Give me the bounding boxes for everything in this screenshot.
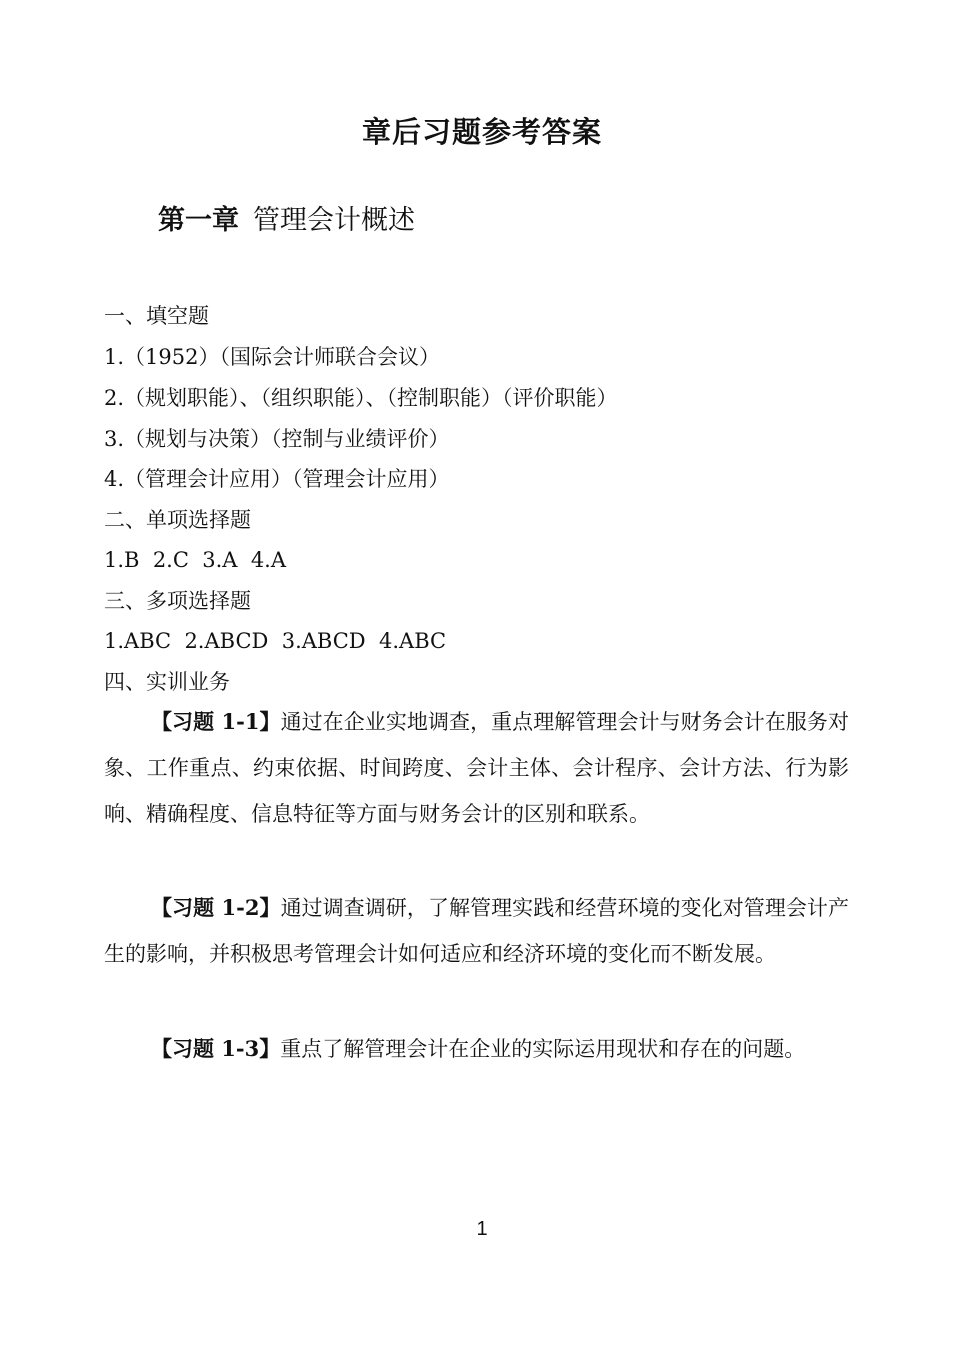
exercise-text: 通过在企业实地调查，重点理解管理会计与财务会计在服务对象、工作重点、约束依据、时间跨度、会计主体、会计程序、会计方法、行为影响、精确程度、信息特征等方面与财务会计的区别和联系。 (104, 710, 849, 826)
chapter-heading (158, 198, 415, 237)
exercise-paragraph-3 (104, 1026, 849, 1072)
multi-choice-answers: 1.ABC 2.ABCD 3.ABCD 4.ABC (104, 629, 447, 653)
fill-blank-answer-2: 2.（规划职能）、（组织职能）、（控制职能）（评价职能） (104, 386, 618, 410)
exercise-text: 重点了解管理会计在企业的实际运用现状和存在的问题。 (280, 1037, 806, 1061)
section-heading-single-choice: 二、单项选择题 (104, 508, 251, 532)
section-heading-fill-blank: 一、填空题 (104, 304, 209, 328)
single-choice-answers: 1.B 2.C 3.A 4.A (104, 548, 287, 572)
section-heading-practice: 四、实训业务 (104, 670, 230, 694)
chapter-title: 管理会计概述 (253, 205, 415, 236)
page-number: 1 (476, 1218, 488, 1240)
fill-blank-answer-4: 4.（管理会计应用）（管理会计应用） (104, 467, 450, 491)
document-title: 章后习题参考答案 (361, 115, 602, 149)
exercise-label: 【习题 1-2】 (151, 895, 281, 920)
exercise-label: 【习题 1-1】 (151, 709, 281, 734)
exercise-paragraph-1 (104, 699, 849, 837)
exercise-label: 【习题 1-3】 (151, 1036, 281, 1061)
chapter-number: 第一章 (158, 205, 239, 236)
exercise-text: 通过调查调研，了解管理实践和经营环境的变化对管理会计产生的影响，并积极思考管理会计如何适应和经济环境的变化而不断发展。 (104, 896, 849, 966)
section-heading-multi-choice: 三、多项选择题 (104, 589, 251, 613)
fill-blank-answer-1: 1.（1952）（国际会计师联合会议） (104, 345, 440, 369)
exercise-paragraph-2 (104, 885, 849, 977)
fill-blank-answer-3: 3.（规划与决策）（控制与业绩评价） (104, 427, 450, 451)
